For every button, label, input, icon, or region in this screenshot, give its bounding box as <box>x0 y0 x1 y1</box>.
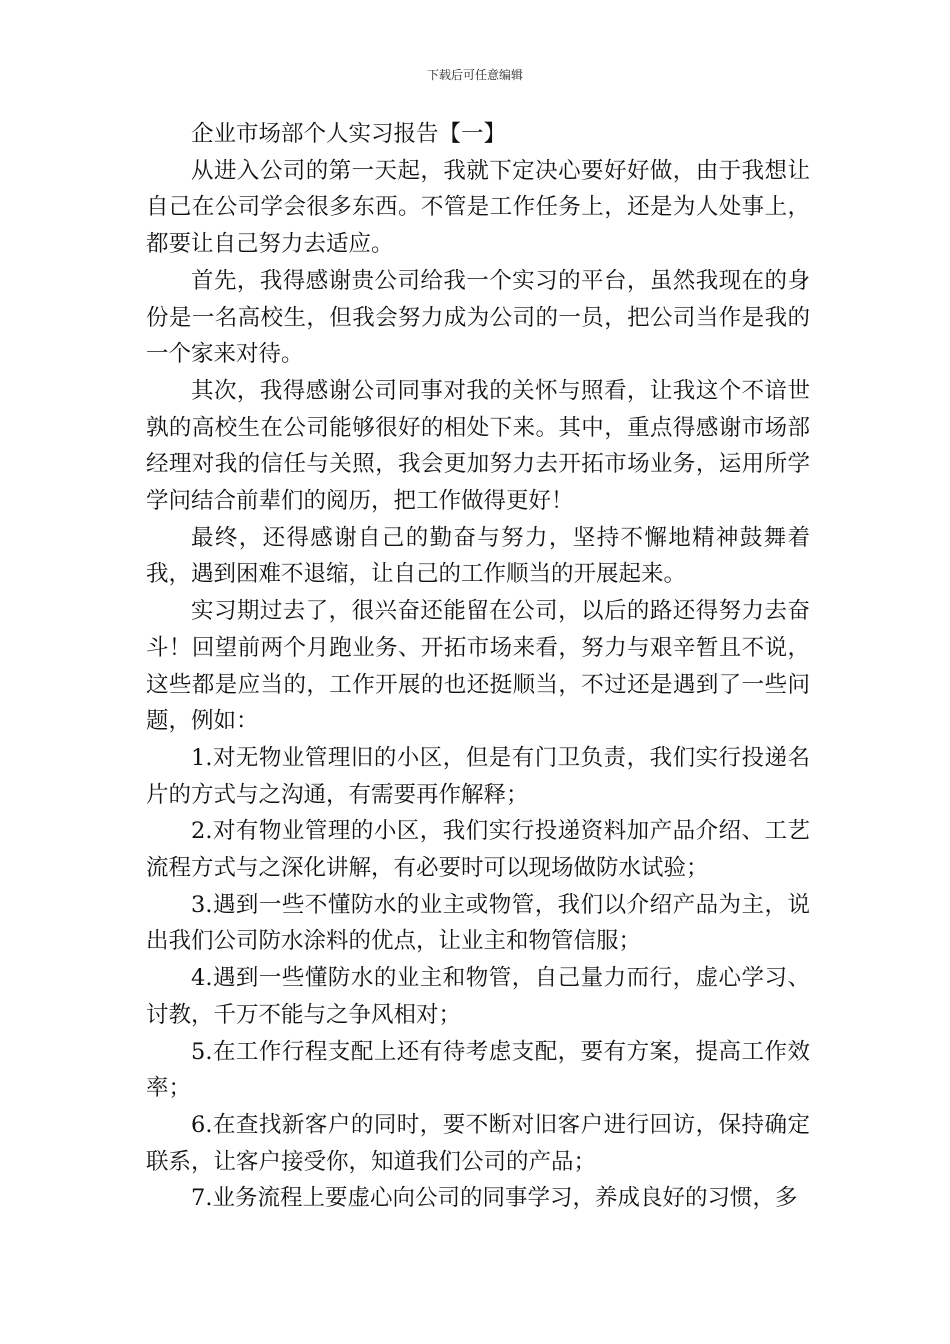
header-note: 下载后可任意编辑 <box>426 68 523 82</box>
list-item: 2.对有物业管理的小区，我们实行投递资料加产品介绍、工艺流程方式与之深化讲解，有必要时可以现场做防水试验； <box>146 818 810 882</box>
list-item: 4.遇到一些懂防水的业主和物管，自己量力而行，虚心学习、讨教，千万不能与之争风相对； <box>146 965 810 1028</box>
list-item: 1.对无物业管理旧的小区，但是有门卫负责，我们实行投递名片的方式与之沟通，有需要再作解释； <box>146 744 810 808</box>
paragraph: 实习期过去了，很兴奋还能留在公司，以后的路还得努力去奋斗！回望前两个月跑业务、开拓市场来看，努力与艰辛暂且不说，这些都是应当的，工作开展的也还挺顺当，不过还是遇到了一些问题，例如： <box>146 598 810 735</box>
list-item: 6.在查找新客户的同时，要不断对旧客户进行回访，保持确定联系，让客户接受你，知道我们公司的产品； <box>146 1111 810 1175</box>
paragraph: 从进入公司的第一天起，我就下定决心要好好做，由于我想让自己在公司学会很多东西。不管是工作任务上，还是为人处事上，都要让自己努力去适应。 <box>146 157 810 258</box>
list-item: 3.遇到一些不懂防水的业主或物管，我们以介绍产品为主，说出我们公司防水涂料的优点，让业主和物管信服； <box>146 891 810 955</box>
paragraph: 首先，我得感谢贵公司给我一个实习的平台，虽然我现在的身份是一名高校生，但我会努力成为公司的一员，把公司当作是我的一个家来对待。 <box>146 267 810 368</box>
paragraph: 其次，我得感谢公司同事对我的关怀与照看，让我这个不谙世孰的高校生在公司能够很好的相处下来。其中，重点得感谢市场部经理对我的信任与关照，我会更加努力去开拓市场业务，运用所学学问结合前辈们的阅历，把工作做得更好！ <box>146 377 810 515</box>
paragraph: 最终，还得感谢自己的勤奋与努力，坚持不懈地精神鼓舞着我，遇到困难不退缩，让自己的工作顺当的开展起来。 <box>146 524 810 588</box>
list-item: 7.业务流程上要虚心向公司的同事学习，养成良好的习惯，多 <box>191 1185 798 1212</box>
document-body <box>146 116 810 1217</box>
document-title: 企业市场部个人实习报告【一】 <box>191 121 507 147</box>
list-item: 5.在工作行程支配上还有待考虑支配，要有方案，提高工作效率； <box>146 1038 810 1102</box>
